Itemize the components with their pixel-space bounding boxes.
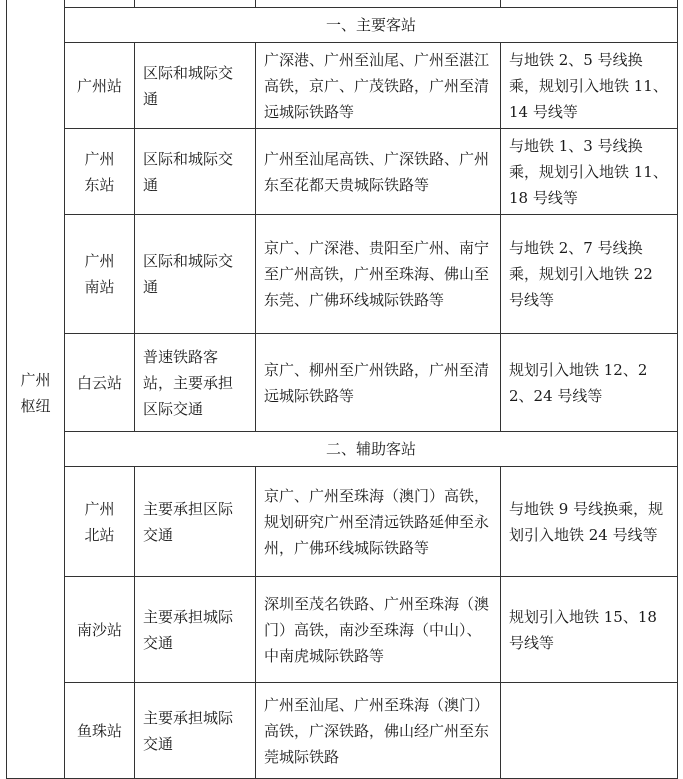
station-role: 普速铁路客站，主要承担区际交通 — [135, 334, 256, 432]
station-name: 广州站 — [76, 76, 122, 95]
hub-label: 广州枢纽 — [20, 370, 51, 415]
station-name: 白云站 — [76, 373, 122, 392]
section-header-row — [7, 8, 678, 43]
table-row — [7, 467, 678, 577]
station-name: 广州东站 — [84, 149, 115, 194]
station-name: 南沙站 — [76, 620, 122, 639]
station-name: 广州南站 — [84, 252, 115, 296]
station-metro: 与地铁 1、3 号线换乘，规划引入地铁 11、18 号线等 — [501, 129, 678, 215]
station-lines: 广州至汕尾高铁、广深铁路、广州东至花都天贵城际铁路等 — [256, 129, 501, 215]
station-lines: 深圳至茂名铁路、广州至珠海（澳门）高铁，南沙至珠海（中山）、中南虎城际铁路等 — [256, 577, 501, 683]
station-metro — [501, 683, 678, 779]
table-row — [7, 334, 678, 432]
section-title: 一、主要客站 — [65, 8, 678, 43]
section-title: 二、辅助客站 — [65, 432, 678, 467]
station-role: 主要承担城际交通 — [135, 683, 256, 779]
table-row — [7, 129, 678, 215]
station-metro: 与地铁 2、7 号线换乘，规划引入地铁 22 号线等 — [501, 215, 678, 334]
station-metro: 与地铁 9 号线换乘，规划引入地铁 24 号线等 — [501, 467, 678, 577]
station-lines: 京广、广深港、贵阳至广州、南宁至广州高铁，广州至珠海、佛山至东莞、广佛环线城际铁路等 — [256, 215, 501, 334]
table-row — [7, 43, 678, 129]
station-lines: 广州至汕尾、广州至珠海（澳门）高铁，广深铁路，佛山经广州至东莞城际铁路 — [256, 683, 501, 779]
station-role: 区际和城际交通 — [135, 215, 256, 334]
table-row — [7, 215, 678, 334]
station-role: 主要承担城际交通 — [135, 577, 256, 683]
station-name: 广州北站 — [84, 499, 115, 544]
station-lines: 京广、柳州至广州铁路，广州至清远城际铁路等 — [256, 334, 501, 432]
hub-station-table — [6, 0, 678, 779]
table-row — [7, 577, 678, 683]
station-role: 区际和城际交通 — [135, 129, 256, 215]
station-name: 鱼珠站 — [76, 721, 122, 740]
station-role: 主要承担区际交通 — [135, 467, 256, 577]
table-row — [7, 683, 678, 779]
hub-cell — [7, 8, 65, 779]
station-metro: 与地铁 2、5 号线换乘，规划引入地铁 11、14 号线等 — [501, 43, 678, 129]
section-header-row — [7, 432, 678, 467]
station-lines: 广深港、广州至汕尾、广州至湛江高铁，京广、广茂铁路，广州至清远城际铁路等 — [256, 43, 501, 129]
station-metro: 规划引入地铁 15、18 号线等 — [501, 577, 678, 683]
station-role: 区际和城际交通 — [135, 43, 256, 129]
station-lines: 京广、广州至珠海（澳门）高铁，规划研究广州至清远铁路延伸至永州，广佛环线城际铁路等 — [256, 467, 501, 577]
station-metro: 规划引入地铁 12、22、24 号线等 — [501, 334, 678, 432]
table-top-edge — [7, 0, 678, 8]
